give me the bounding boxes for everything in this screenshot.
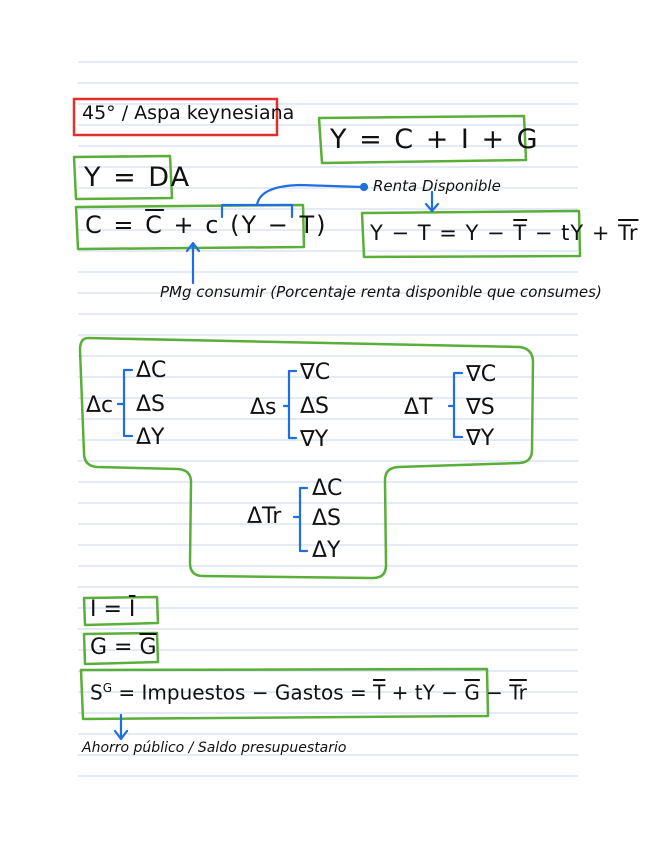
public-saving-transfers: $\overline{Tr}$	[509, 680, 527, 705]
consumption-prefix: C =	[85, 211, 146, 239]
bracket-2	[284, 371, 296, 438]
disposable-lhs: Y − T = Y −	[370, 221, 514, 245]
public-saving-mid3: −	[479, 680, 510, 705]
effect-item: ΔS	[300, 394, 330, 419]
consumption-equation	[85, 213, 328, 237]
public-saving-sup: G	[102, 681, 113, 695]
public-saving-spending: $\overline{G}$	[464, 680, 480, 705]
public-saving-equation	[90, 682, 527, 703]
investment-lhs: I =	[90, 597, 129, 622]
effect-item: ∇C	[300, 360, 331, 385]
public-saving-taxes: $\overline{T}$	[373, 680, 386, 705]
effect-item: ∇Y	[300, 427, 329, 452]
disposable-mid: − tY +	[527, 221, 619, 245]
public-saving-mid2: + tY −	[385, 680, 465, 705]
equilibrium-equation: Y = DA	[84, 162, 192, 193]
government-equation	[90, 637, 157, 659]
disposable-paren: (Y − T)	[230, 211, 328, 239]
effect-item: ΔS	[312, 506, 342, 531]
effect-item: ΔY	[136, 425, 165, 450]
public-saving-mid: = Impuestos − Gastos =	[112, 680, 374, 705]
mpc-label: PMg consumir (Porcentaje renta disponible que consumes)	[160, 283, 602, 301]
government-lhs: G =	[90, 635, 140, 660]
disposable-transfers: $\overline{Tr}$	[618, 221, 639, 245]
renta-dot	[361, 184, 367, 190]
page-title: 45° / Aspa keynesiana	[82, 102, 295, 124]
effect-label-delta-tr: ΔTr	[247, 504, 282, 529]
autonomous-consumption: $\overline{C}$	[145, 211, 164, 239]
effect-item: ΔC	[312, 476, 343, 501]
public-saving-label: Ahorro público / Saldo presupuestario	[82, 740, 347, 756]
effect-item: ΔS	[136, 392, 166, 417]
effect-item: ∇S	[466, 395, 495, 420]
disposable-taxes: $\overline{T}$	[513, 221, 528, 245]
renta-disponible-label: Renta Disponible	[373, 177, 501, 195]
effect-label-delta-s: Δs	[250, 395, 277, 420]
bracket-1	[118, 370, 132, 436]
effect-item: ∇Y	[466, 426, 495, 451]
effect-item: ∇C	[466, 362, 497, 387]
government-bar: $\overline{G}$	[139, 635, 157, 660]
effect-label-delta-c: Δc	[86, 393, 114, 418]
investment-bar: $\overline{I}$	[128, 597, 136, 622]
bracket-3	[449, 373, 462, 437]
bracket-4	[294, 488, 307, 551]
mpc-arrow	[187, 243, 199, 283]
effect-item: ΔY	[312, 538, 341, 563]
investment-equation	[90, 599, 135, 621]
output-equation: Y = C + I + G	[330, 124, 540, 155]
public-saving-lhs: S	[90, 680, 103, 705]
consumption-mid: + c	[163, 211, 231, 239]
effect-label-delta-t: ΔT	[404, 395, 433, 420]
effect-item: ΔC	[136, 358, 167, 383]
disposable-income-equation	[370, 223, 639, 244]
